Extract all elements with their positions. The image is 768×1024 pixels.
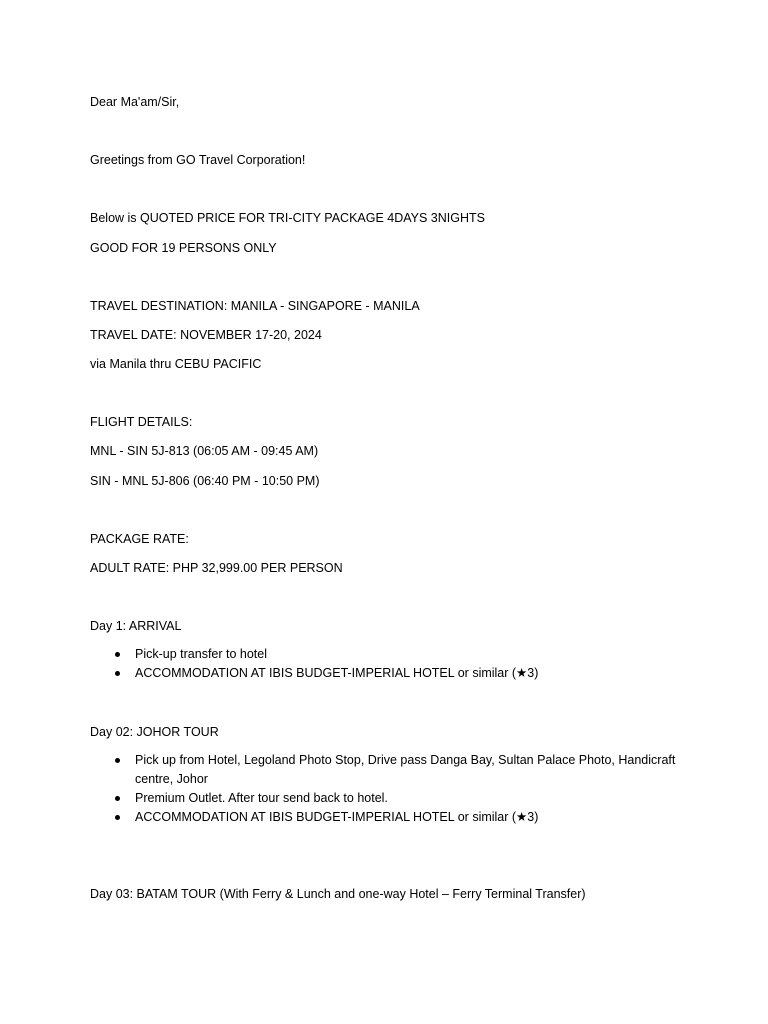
travel-destination: TRAVEL DESTINATION: MANILA - SINGAPORE - MANILA xyxy=(90,299,420,313)
list-item xyxy=(90,645,690,664)
bullet-icon xyxy=(115,758,120,763)
travel-date: TRAVEL DATE: NOVEMBER 17-20, 2024 xyxy=(90,328,322,342)
day-3-title: Day 03: BATAM TOUR (With Ferry & Lunch and one-way Hotel – Ferry Terminal Transfer) xyxy=(90,887,586,901)
package-rate-heading: PACKAGE RATE: xyxy=(90,532,189,546)
list-item-text: Pick-up transfer to hotel xyxy=(135,647,268,661)
day-1-list xyxy=(90,645,690,683)
quote-intro: Below is QUOTED PRICE FOR TRI-CITY PACKAGE 4DAYS 3NIGHTS xyxy=(90,211,485,225)
day-2-title: Day 02: JOHOR TOUR xyxy=(90,725,219,739)
list-item-text: ACCOMMODATION AT IBIS BUDGET-IMPERIAL HOTEL or similar (★3) xyxy=(135,810,539,824)
adult-rate: ADULT RATE: PHP 32,999.00 PER PERSON xyxy=(90,561,343,575)
greeting: Greetings from GO Travel Corporation! xyxy=(90,153,306,167)
list-item xyxy=(90,808,690,827)
day-2-list xyxy=(90,751,690,827)
salutation: Dear Ma'am/Sir, xyxy=(90,95,180,109)
list-item-text: Premium Outlet. After tour send back to hotel. xyxy=(135,791,388,805)
bullet-icon xyxy=(115,815,120,820)
carrier: via Manila thru CEBU PACIFIC xyxy=(90,357,262,371)
group-size: GOOD FOR 19 PERSONS ONLY xyxy=(90,241,277,255)
bullet-icon xyxy=(115,796,120,801)
list-item xyxy=(90,751,690,789)
day-1-title: Day 1: ARRIVAL xyxy=(90,619,182,633)
list-item-text: Pick up from Hotel, Legoland Photo Stop, Drive pass Danga Bay, Sultan Palace Photo, Handicraft centre, Johor xyxy=(135,753,676,786)
flight-return: SIN - MNL 5J-806 (06:40 PM - 10:50 PM) xyxy=(90,474,320,488)
flight-outbound: MNL - SIN 5J-813 (06:05 AM - 09:45 AM) xyxy=(90,444,319,458)
bullet-icon xyxy=(115,652,120,657)
list-item xyxy=(90,789,690,808)
list-item-text: ACCOMMODATION AT IBIS BUDGET-IMPERIAL HOTEL or similar (★3) xyxy=(135,666,539,680)
flight-details-heading: FLIGHT DETAILS: xyxy=(90,415,193,429)
list-item xyxy=(90,664,690,683)
bullet-icon xyxy=(115,671,120,676)
